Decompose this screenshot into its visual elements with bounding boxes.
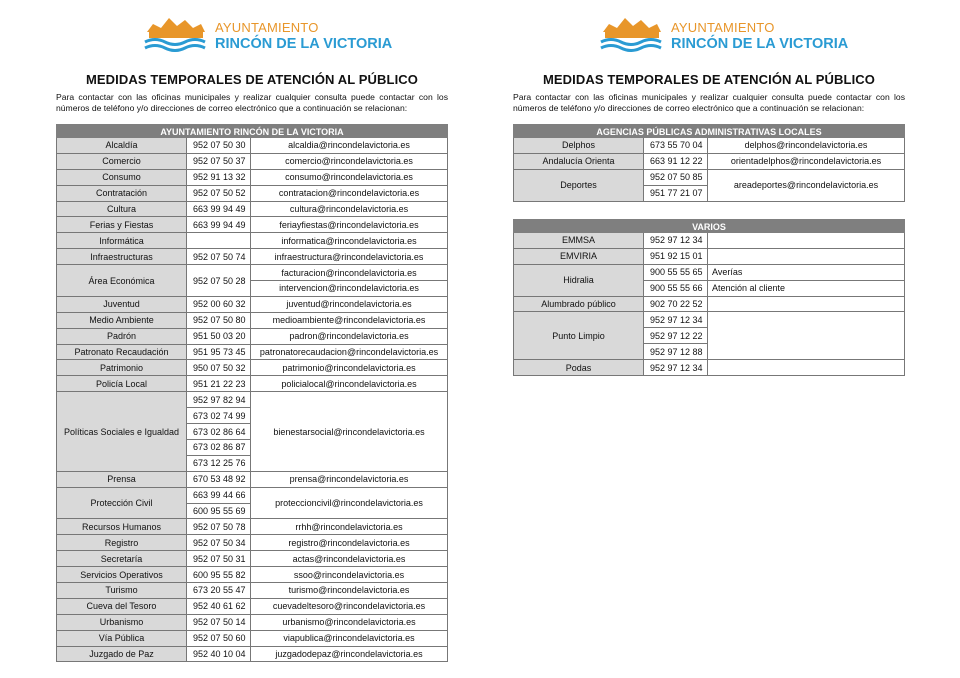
note-text: Atención al cliente — [712, 283, 786, 294]
row-name: Contratación — [57, 186, 187, 201]
table-row — [56, 631, 448, 647]
row-name: Patrimonio — [57, 360, 187, 375]
table-row — [56, 138, 448, 154]
row-name: Políticas Sociales e Igualdad — [57, 392, 187, 471]
row-name: Cultura — [57, 202, 187, 217]
email-address: cultura@rincondelavictoria.es — [289, 204, 409, 214]
email-cell — [251, 599, 447, 614]
note-text — [708, 249, 904, 264]
note-cell — [708, 265, 904, 296]
phone-number: 952 40 61 62 — [193, 601, 246, 612]
email-address: informatica@rincondelavictoria.es — [281, 235, 417, 246]
phone-cell — [187, 202, 251, 217]
email-address: patronatorecaudacion@rincondelavictoria.es — [259, 347, 439, 358]
phone-cell — [187, 647, 251, 662]
agencias-table — [513, 124, 905, 202]
note-text — [708, 233, 904, 248]
phone-number: 900 55 55 66 — [650, 283, 703, 294]
row-name: Servicios Operativos — [57, 567, 187, 582]
email-cell — [251, 313, 447, 328]
logo-line2: RINCÓN DE LA VICTORIA — [215, 36, 393, 52]
castle-logo-icon — [599, 12, 665, 52]
email-address: patrimonio@rincondelavictoria.es — [282, 362, 416, 373]
table-row — [56, 551, 448, 567]
intro-text: Para contactar con las oficinas municipales y realizar cualquier consulta puede contactar con los números de teléfono y/o direcciones de correo electrónico que a continuación se relacionan: — [56, 92, 448, 113]
email-address: delphos@rincondelavictoria.es — [744, 140, 868, 151]
table-row — [56, 519, 448, 535]
phone-number: 673 02 86 64 — [187, 424, 250, 440]
phone-number: 670 53 48 92 — [193, 474, 246, 485]
email-address: prensa@rincondelavictoria.es — [289, 474, 409, 485]
table-row — [513, 265, 905, 297]
email-address: facturacion@rincondelavictoria.es — [251, 265, 447, 281]
phone-number: 952 00 60 32 — [193, 299, 246, 310]
email-cell — [251, 170, 447, 185]
table-row — [56, 249, 448, 265]
table-row — [513, 249, 905, 265]
row-name: Padrón — [57, 329, 187, 344]
phone-cell — [187, 313, 251, 328]
email-address: feriayfiestas@rincondelavictoria.es — [279, 219, 419, 230]
table-row — [56, 360, 448, 376]
phone-number: 663 99 94 49 — [193, 219, 246, 230]
row-name: Protección Civil — [57, 488, 187, 519]
phone-number: 952 07 50 31 — [193, 553, 246, 564]
phone-cell — [187, 345, 251, 360]
row-name: Medio Ambiente — [57, 313, 187, 328]
table-row — [513, 360, 905, 376]
email-cell — [251, 631, 447, 646]
phone-number: 952 97 12 34 — [650, 362, 703, 373]
row-name: Prensa — [57, 472, 187, 487]
row-name: Ferias y Fiestas — [57, 217, 187, 232]
phone-cell — [187, 535, 251, 550]
table-row — [56, 599, 448, 615]
email-cell — [251, 360, 447, 375]
row-name: Recursos Humanos — [57, 519, 187, 534]
table-row — [56, 472, 448, 488]
row-name: Alcaldía — [57, 138, 187, 153]
phone-number: 900 55 55 65 — [644, 265, 707, 281]
phone-cell — [187, 392, 251, 471]
phone-cell — [644, 297, 708, 312]
table-row — [513, 233, 905, 249]
phone-cell — [644, 170, 708, 201]
phone-cell — [644, 233, 708, 248]
row-name: Patronato Recaudación — [57, 345, 187, 360]
email-address: policialocal@rincondelavictoria.es — [281, 378, 417, 389]
table-row — [56, 233, 448, 249]
phone-cell — [187, 567, 251, 582]
phone-number: 673 12 25 76 — [193, 458, 246, 469]
email-address: contratacion@rincondelavictoria.es — [278, 188, 420, 199]
table-row — [513, 312, 905, 360]
row-name: Cueva del Tesoro — [57, 599, 187, 614]
phone-number: 600 95 55 69 — [193, 506, 246, 517]
phone-number: 951 50 03 20 — [193, 331, 246, 342]
row-name: Podas — [514, 360, 644, 375]
phone-cell — [187, 249, 251, 264]
email-address: registro@rincondelavictoria.es — [288, 537, 410, 548]
email-address: juzgadodepaz@rincondelavictoria.es — [275, 649, 423, 660]
email-cell — [251, 551, 447, 566]
table-row — [513, 154, 905, 170]
row-name: Consumo — [57, 170, 187, 185]
phone-cell — [644, 249, 708, 264]
row-name: EMMSA — [514, 233, 644, 248]
table-row — [56, 615, 448, 631]
email-cell — [251, 567, 447, 582]
row-name: Juzgado de Paz — [57, 647, 187, 662]
email-address: consumo@rincondelavictoria.es — [285, 172, 413, 183]
phone-number: 663 91 12 22 — [650, 156, 703, 167]
email-address: infraestructura@rincondelavictoria.es — [274, 251, 424, 262]
note-cell — [708, 233, 904, 248]
email-address: bienestarsocial@rincondelavictoria.es — [273, 426, 425, 437]
row-name: EMVIRIA — [514, 249, 644, 264]
ayuntamiento-table — [56, 124, 448, 662]
phone-number: 952 07 50 74 — [193, 251, 246, 262]
row-name: Área Económica — [57, 265, 187, 296]
email-cell — [251, 138, 447, 153]
email-cell — [251, 249, 447, 264]
email-cell — [251, 154, 447, 169]
phone-number: 952 07 50 80 — [193, 315, 246, 326]
table-body — [513, 138, 905, 202]
phone-number: 673 55 70 04 — [650, 140, 703, 151]
email-cell — [251, 376, 447, 391]
table-row — [513, 138, 905, 154]
phone-cell — [187, 329, 251, 344]
email-address: turismo@rincondelavictoria.es — [288, 585, 410, 596]
phone-cell — [187, 583, 251, 598]
phone-number: 952 07 50 34 — [193, 537, 246, 548]
email-cell — [251, 583, 447, 598]
email-address: intervencion@rincondelavictoria.es — [279, 283, 419, 294]
email-cell — [251, 535, 447, 550]
note-text: Averías — [708, 265, 904, 281]
phone-number: 952 97 12 34 — [650, 235, 703, 246]
phone-cell — [187, 551, 251, 566]
phone-number: 952 07 50 14 — [193, 617, 246, 628]
phone-cell — [187, 233, 251, 248]
email-address: orientadelphos@rincondelavictoria.es — [730, 156, 882, 167]
table-row — [56, 392, 448, 472]
email-cell — [251, 217, 447, 232]
email-cell — [708, 138, 904, 153]
email-cell — [251, 265, 447, 296]
table-row — [56, 535, 448, 551]
email-address: juventud@rincondelavictoria.es — [286, 299, 412, 310]
table-row — [56, 170, 448, 186]
table-row — [56, 297, 448, 313]
note-text — [708, 360, 904, 375]
phone-number: 952 07 50 28 — [193, 275, 246, 286]
row-name: Informática — [57, 233, 187, 248]
phone-number: 663 99 44 66 — [187, 488, 250, 504]
varios-table — [513, 219, 905, 376]
logo-line1: AYUNTAMIENTO — [215, 20, 319, 35]
email-cell — [251, 392, 447, 471]
email-address: ssoo@rincondelavictoria.es — [293, 569, 405, 580]
table-header: VARIOS — [513, 219, 905, 233]
phone-cell — [644, 360, 708, 375]
table-row — [56, 567, 448, 583]
phone-cell — [187, 297, 251, 312]
email-address: cuevadeltesoro@rincondelavictoria.es — [272, 601, 426, 612]
phone-cell — [644, 154, 708, 169]
note-cell — [708, 312, 904, 359]
phone-cell — [187, 488, 251, 519]
phone-cell — [187, 599, 251, 614]
row-name: Hidralia — [514, 265, 644, 296]
phone-cell — [644, 138, 708, 153]
phone-number: 952 07 50 60 — [193, 633, 246, 644]
phone-cell — [187, 360, 251, 375]
phone-number: 952 97 12 88 — [650, 346, 703, 357]
row-name: Delphos — [514, 138, 644, 153]
row-name: Policía Local — [57, 376, 187, 391]
email-cell — [251, 519, 447, 534]
table-row — [56, 329, 448, 345]
phone-cell — [644, 265, 708, 296]
email-cell — [251, 233, 447, 248]
row-name: Juventud — [57, 297, 187, 312]
phone-number: 673 20 55 47 — [193, 585, 246, 596]
phone-number: 952 97 12 34 — [644, 312, 707, 328]
phone-cell — [187, 519, 251, 534]
email-address: actas@rincondelavictoria.es — [292, 553, 406, 564]
table-row — [56, 647, 448, 663]
logo-line1: AYUNTAMIENTO — [671, 20, 775, 35]
email-address: areadeportes@rincondelavictoria.es — [733, 180, 879, 191]
email-cell — [251, 186, 447, 201]
phone-number: 950 07 50 32 — [193, 362, 246, 373]
phone-cell — [187, 631, 251, 646]
email-cell — [251, 329, 447, 344]
phone-cell — [187, 265, 251, 296]
phone-cell — [187, 154, 251, 169]
table-row — [56, 154, 448, 170]
phone-cell — [187, 170, 251, 185]
phone-number — [187, 233, 250, 248]
page-title: MEDIDAS TEMPORALES DE ATENCIÓN AL PÚBLICO — [85, 72, 418, 87]
phone-cell — [187, 376, 251, 391]
email-cell — [251, 488, 447, 519]
phone-number: 663 99 94 49 — [193, 204, 246, 214]
row-name: Andalucía Orienta — [514, 154, 644, 169]
phone-number: 673 02 74 99 — [187, 408, 250, 424]
note-text — [708, 297, 904, 312]
phone-number: 951 95 73 45 — [193, 347, 246, 358]
phone-cell — [187, 186, 251, 201]
email-address: proteccioncivil@rincondelavictoria.es — [275, 498, 423, 509]
row-name: Punto Limpio — [514, 312, 644, 359]
phone-number: 951 92 15 01 — [650, 251, 703, 262]
row-name: Turismo — [57, 583, 187, 598]
table-row — [56, 376, 448, 392]
email-address: comercio@rincondelavictoria.es — [285, 156, 413, 167]
phone-cell — [187, 138, 251, 153]
email-address: rrhh@rincondelavictoria.es — [295, 521, 403, 532]
phone-number: 952 07 50 52 — [193, 188, 246, 199]
email-address: viapublica@rincondelavictoria.es — [283, 633, 415, 644]
phone-number: 952 91 13 32 — [193, 172, 246, 183]
logo-line2: RINCÓN DE LA VICTORIA — [671, 36, 849, 52]
logo — [599, 12, 849, 54]
email-address: padron@rincondelavictoria.es — [289, 331, 409, 342]
email-cell — [251, 202, 447, 217]
logo — [143, 12, 393, 54]
table-row — [56, 488, 448, 520]
table-header: AYUNTAMIENTO RINCÓN DE LA VICTORIA — [56, 124, 448, 138]
castle-logo-icon — [143, 12, 209, 52]
intro-text: Para contactar con las oficinas municipales y realizar cualquier consulta puede contactar con los números de teléfono y/o direcciones de correo electrónico que a continuación se relacionan: — [513, 92, 905, 113]
phone-number: 673 02 86 87 — [187, 440, 250, 456]
email-cell — [251, 615, 447, 630]
phone-cell — [187, 472, 251, 487]
row-name: Deportes — [514, 170, 644, 201]
note-text — [708, 312, 904, 359]
email-address: urbanismo@rincondelavictoria.es — [282, 617, 416, 628]
phone-number: 952 40 10 04 — [193, 649, 246, 660]
email-address: medioambiente@rincondelavictoria.es — [272, 315, 426, 326]
note-cell — [708, 297, 904, 312]
email-address: alcaldia@rincondelavictoria.es — [288, 140, 410, 151]
email-cell — [251, 297, 447, 312]
row-name: Infraestructuras — [57, 249, 187, 264]
table-row — [56, 186, 448, 202]
email-cell — [708, 154, 904, 169]
table-row — [513, 170, 905, 202]
email-cell — [251, 345, 447, 360]
note-cell — [708, 249, 904, 264]
phone-number: 951 21 22 23 — [193, 378, 246, 389]
email-cell — [708, 170, 904, 201]
table-row — [56, 345, 448, 361]
table-row — [56, 202, 448, 218]
phone-number: 952 97 12 22 — [644, 328, 707, 344]
phone-number: 952 07 50 78 — [193, 521, 246, 532]
row-name: Vía Pública — [57, 631, 187, 646]
table-row — [513, 297, 905, 313]
email-cell — [251, 647, 447, 662]
row-name: Alumbrado público — [514, 297, 644, 312]
phone-number: 951 77 21 07 — [650, 188, 703, 199]
table-row — [56, 313, 448, 329]
phone-number: 952 07 50 30 — [193, 140, 246, 151]
phone-number: 902 70 22 52 — [650, 299, 703, 310]
table-body — [56, 138, 448, 662]
table-body — [513, 233, 905, 376]
phone-number: 952 97 82 94 — [187, 392, 250, 408]
phone-number: 952 07 50 37 — [193, 156, 246, 167]
email-cell — [251, 472, 447, 487]
note-cell — [708, 360, 904, 375]
table-header: AGENCIAS PÚBLICAS ADMINISTRATIVAS LOCALES — [513, 124, 905, 138]
row-name: Urbanismo — [57, 615, 187, 630]
row-name: Comercio — [57, 154, 187, 169]
table-row — [56, 583, 448, 599]
phone-number: 952 07 50 85 — [644, 170, 707, 186]
phone-cell — [644, 312, 708, 359]
phone-number: 600 95 55 82 — [193, 569, 246, 580]
phone-cell — [187, 217, 251, 232]
row-name: Secretaría — [57, 551, 187, 566]
row-name: Registro — [57, 535, 187, 550]
table-row — [56, 217, 448, 233]
page-title: MEDIDAS TEMPORALES DE ATENCIÓN AL PÚBLICO — [542, 72, 875, 87]
table-row — [56, 265, 448, 297]
phone-cell — [187, 615, 251, 630]
